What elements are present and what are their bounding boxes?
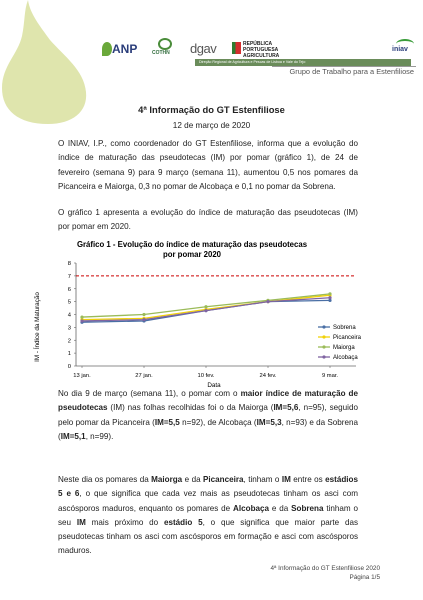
chart-legend-marker bbox=[322, 345, 325, 348]
anp-logo: ANP bbox=[102, 38, 142, 60]
document-title: 4ª Informação do GT Estenfiliose bbox=[138, 104, 285, 115]
chart-data-point bbox=[204, 305, 207, 308]
chart-legend-marker bbox=[322, 355, 325, 358]
chart-data-point bbox=[80, 315, 83, 318]
chart-y-axis-label: IM - Índice da Maturação bbox=[34, 292, 41, 362]
chart-legend-label: Alcobaça bbox=[333, 355, 358, 361]
chart-x-tick-label: 27 jan. bbox=[135, 373, 153, 379]
chart-svg bbox=[28, 237, 368, 392]
chart-y-tick-label: 0 bbox=[67, 364, 71, 370]
maturation-chart bbox=[28, 237, 368, 392]
chart-title-line-1: Gráfico 1 - Evolução do índice de maturação das pseudotecas bbox=[76, 240, 308, 249]
document-date: 12 de março de 2020 bbox=[172, 121, 251, 130]
chart-y-tick-label: 7 bbox=[67, 273, 71, 280]
chart-plot-area bbox=[68, 261, 362, 379]
iniav-logo: iniav bbox=[392, 46, 408, 53]
iniav-arc-icon bbox=[396, 39, 414, 49]
group-title: Grupo de Trabalho para a Estenfiliose bbox=[289, 67, 414, 76]
page-footer bbox=[270, 565, 380, 582]
chart-data-point bbox=[80, 319, 83, 322]
portugal-flag-icon bbox=[232, 42, 241, 54]
chart-y-tick-label: 1 bbox=[67, 351, 71, 358]
dgav-logo: dgav bbox=[190, 41, 217, 56]
republica-portuguesa-logo: REPÚBLICA PORTUGUESA AGRICULTURA bbox=[232, 38, 282, 60]
chart-y-tick-label: 2 bbox=[67, 338, 71, 345]
chart-x-tick-label: 10 fev. bbox=[197, 373, 215, 379]
cothn-circle-icon bbox=[158, 38, 172, 50]
chart-data-point bbox=[204, 309, 207, 312]
chart-data-point bbox=[142, 318, 145, 321]
chart-legend-label: Sobrena bbox=[333, 325, 356, 331]
chart-data-point bbox=[266, 300, 269, 303]
footer-document-name: 4ª Informação do GT Estenfiliose 2020 bbox=[270, 565, 380, 572]
paragraph-intro: O INIAV, I.P., como coordenador do GT Estenfiliose, informa que a evolução do índice de maturação das pseudotecas (IM) por pomar (gráfico 1), de 24 de fevereiro (semana 9) para 9 março (semana 11), aumentou 0,5 nos pomares da Picanceira e Maiorga, 0,3 no pomar de Alcobaça e 0,1 no pomar da Sobrena. bbox=[58, 139, 358, 191]
leaf-icon bbox=[102, 42, 112, 56]
chart-x-axis-label: Data bbox=[207, 382, 221, 389]
paragraph-results: No dia 9 de março (semana 11), o pomar com o maior índice de maturação de pseudotecas (IM) nas folhas recolhidas foi o da Maiorga (IM=5,6, n=95), seguido pelo pomar da Picanceira (IM=5,5 n=92), de Alcobaça (IM=5,3, n=93) e da Sobrena (IM=5,1, n=99). bbox=[58, 389, 359, 441]
chart-y-tick-label: 5 bbox=[67, 299, 71, 306]
chart-legend-label: Maiorga bbox=[333, 345, 355, 351]
direcao-regional-logo bbox=[290, 38, 346, 60]
chart-x-tick-label: 9 mar. bbox=[321, 373, 339, 379]
chart-y-tick-label: 3 bbox=[67, 325, 71, 332]
footer-page-number: Página 1/5 bbox=[349, 573, 380, 581]
chart-x-tick-label: 13 jan. bbox=[73, 373, 91, 379]
chart-data-point bbox=[142, 313, 145, 316]
chart-y-tick-label: 4 bbox=[67, 312, 71, 319]
chart-legend-label: Picanceira bbox=[333, 335, 362, 341]
cothn-logo: COTHN bbox=[148, 38, 184, 60]
chart-y-tick-label: 6 bbox=[67, 286, 71, 293]
chart-y-tick-label: 8 bbox=[67, 261, 71, 267]
chart-data-point bbox=[328, 292, 331, 295]
chart-legend-marker bbox=[322, 325, 325, 328]
chart-legend-marker bbox=[322, 335, 325, 338]
chart-x-tick-label: 24 fev. bbox=[259, 373, 277, 379]
paragraph-chart-intro: O gráfico 1 apresenta a evolução do índice de maturação das pseudotecas (IM) por pomar em 2020. bbox=[58, 208, 358, 232]
paragraph-stages: Neste dia os pomares da Maiorga e da Picanceira, tinham o IM entre os estádios 5 e 6, o que significa que cada vez mais as pseudotecas tinham os asci com ascósporos maduros, enquanto os pomares de Alcobaça e da Sobrena tinham o seu IM mais próximo do estádio 5, o que significa que maior parte das pseudotecas tinham os asci com ascósporos em formação e asci com ascósporos maduros. bbox=[58, 475, 358, 556]
chart-title-line-2: por pomar 2020 bbox=[162, 250, 222, 259]
chart-data-point bbox=[328, 296, 331, 299]
header-banner-bar: Direção Regional de Agricultura e Pescas de Lisboa e Vale do Tejo bbox=[195, 59, 411, 66]
